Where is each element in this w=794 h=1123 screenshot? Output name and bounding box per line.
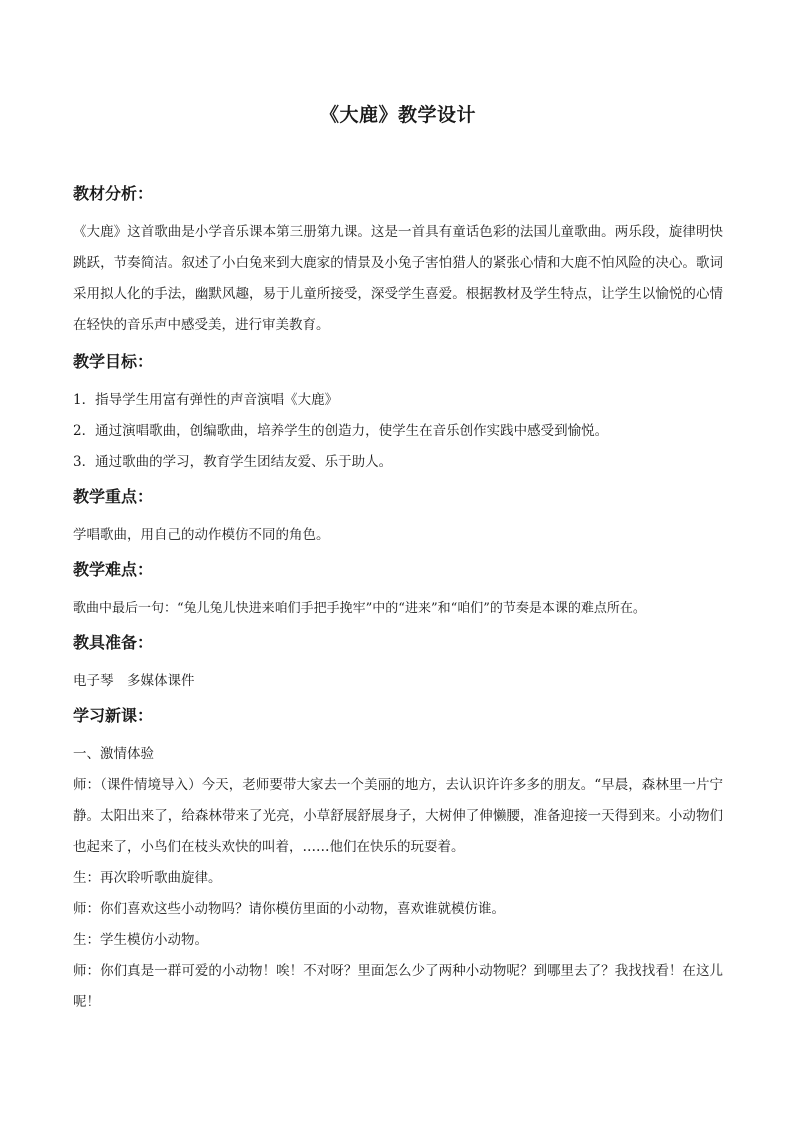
- section-heading-difficulty: 教学难点：: [73, 560, 154, 579]
- section-heading-tools: 教具准备：: [73, 633, 154, 652]
- document-title: 《大鹿》教学设计: [319, 104, 476, 126]
- document-page: [73, 100, 723, 1024]
- section-heading-lesson: 学习新课：: [73, 706, 154, 725]
- goal-item: 1．指导学生用富有弹性的声音演唱《大鹿》: [73, 392, 339, 408]
- lesson-line: 生：再次聆听歌曲旋律。: [73, 870, 222, 886]
- focus-text: 学唱歌曲，用自己的动作模仿不同的角色。: [73, 527, 330, 543]
- section-heading-goals: 教学目标：: [73, 352, 154, 371]
- section-tools: [73, 630, 723, 697]
- section-analysis: [73, 181, 723, 341]
- section-focus: [73, 484, 723, 551]
- lesson-line: 一、激情体验: [73, 746, 154, 762]
- section-heading-analysis: 教材分析：: [73, 184, 154, 203]
- lesson-line: 师：你们真是一群可爱的小动物！唉！不对呀？里面怎么少了两种小动物呢？到哪里去了？我找找看！在这儿呢！: [73, 963, 723, 1010]
- goal-item: 2．通过演唱歌曲，创编歌曲，培养学生的创造力，使学生在音乐创作实践中感受到愉悦。: [73, 423, 609, 439]
- lesson-line: 师：（课件情境导入）今天，老师要带大家去一个美丽的地方，去认识许许多多的朋友。“早晨，森林里一片宁静。太阳出来了，给森林带来了光亮，小草舒展舒展身子，大树伸了伸懒腰，准备迎接一天得到来。小动物们也起来了，小鸟们在枝头欢快的叫着，……他们在快乐的玩耍着。: [73, 777, 723, 855]
- section-goals: [73, 349, 723, 478]
- lesson-line: 师：你们喜欢这些小动物吗？请你模仿里面的小动物，喜欢谁就模仿谁。: [73, 901, 505, 917]
- section-heading-focus: 教学重点：: [73, 487, 154, 506]
- difficulty-text: 歌曲中最后一句：“兔儿兔儿快进来咱们手把手挽牢”中的“进来”和“咱们”的节奏是本课的难点所在。: [73, 601, 646, 616]
- analysis-paragraph: 《大鹿》这首歌曲是小学音乐课本第三册第九课。这是一首具有童话色彩的法国儿童歌曲。两乐段，旋律明快跳跃，节奏简洁。叙述了小白兔来到大鹿家的情景及小兔子害怕猎人的紧张心情和大鹿不怕风险的决心。歌词采用拟人化的手法，幽默风趣，易于儿童所接受，深受学生喜爱。根据教材及学生特点，让学生以愉悦的心情在轻快的音乐声中感受美，进行审美教育。: [73, 224, 723, 333]
- lesson-line: 生：学生模仿小动物。: [73, 932, 208, 948]
- tools-text: 电子琴 多媒体课件: [73, 673, 195, 689]
- section-difficulty: [73, 557, 723, 624]
- goal-item: 3．通过歌曲的学习，教育学生团结友爱、乐于助人。: [73, 454, 393, 470]
- section-lesson: [73, 703, 723, 1018]
